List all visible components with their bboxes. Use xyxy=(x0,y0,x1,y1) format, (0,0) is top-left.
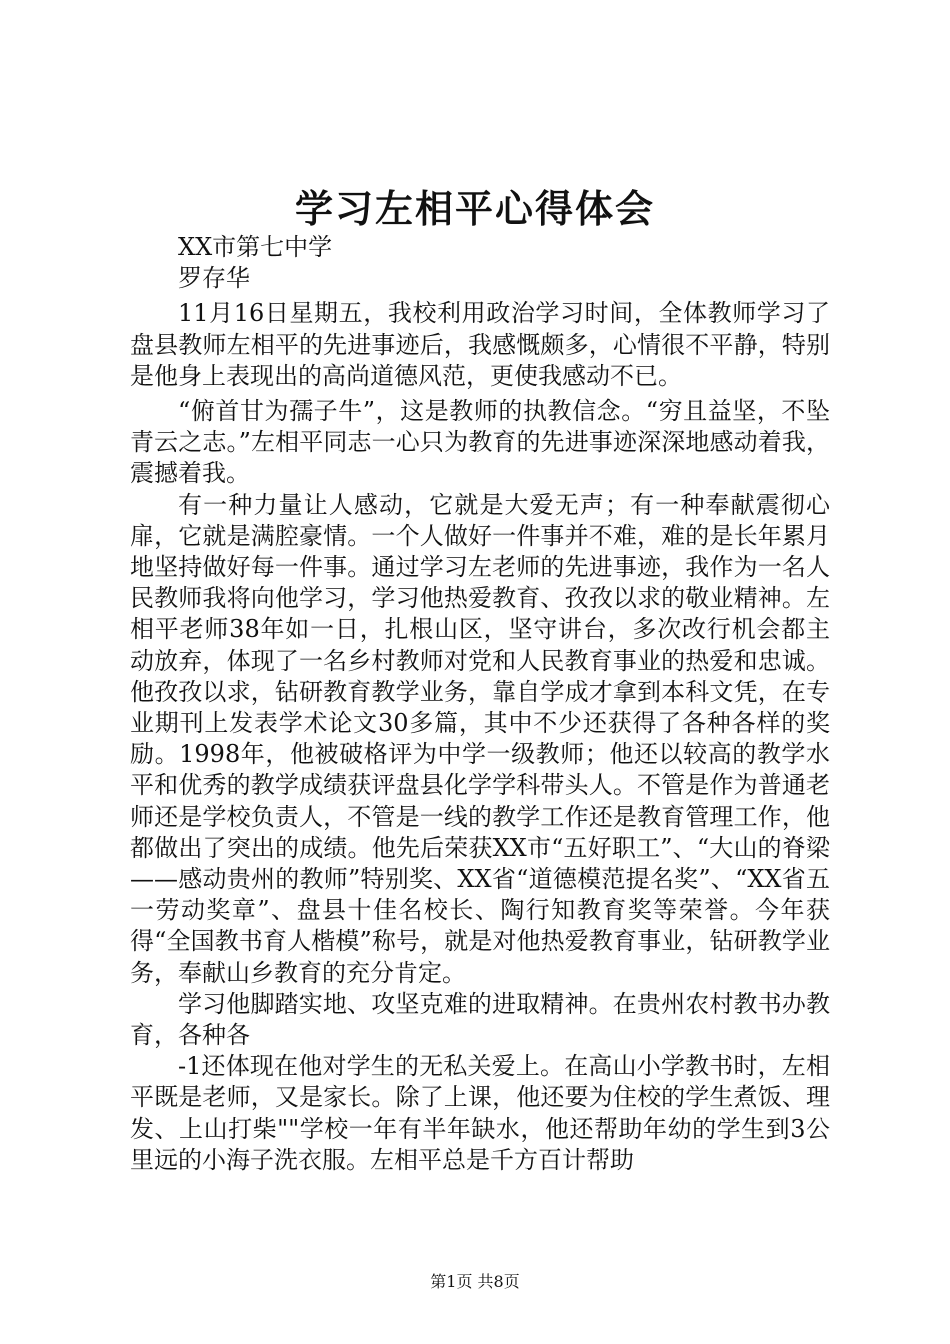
school-line: XX市第七中学 xyxy=(178,233,333,261)
paragraph-5: -1还体现在他对学生的无私关爱上。在高山小学教书时，左相平既是老师，又是家长。除了上课，他还要为住校的学生煮饭、理发、上山打柴""学校一年有半年缺水，他还帮助年幼的学生到3公里远的小海子洗衣服。左相平总是千方百计帮助 xyxy=(130,1052,830,1174)
paragraph-2: “俯首甘为孺子牛”，这是教师的执教信念。“穷且益坚，不坠青云之志。”左相平同志一心只为教育的先进事迹深深地感动着我，震撼着我。 xyxy=(130,397,830,488)
paragraph-4: 学习他脚踏实地、攻坚克难的进取精神。在贵州农村教书办教育，各种各 xyxy=(130,989,830,1050)
author-line: 罗存华 xyxy=(178,264,250,293)
document-body xyxy=(130,232,830,1176)
paragraph-3: 有一种力量让人感动，它就是大爱无声；有一种奉献震彻心扉，它就是满腔豪情。一个人做好一件事并不难，难的是长年累月地坚持做好每一件事。通过学习左老师的先进事迹，我作为一名人民教师我将向他学习，学习他热爱教育、孜孜以求的敬业精神。左相平老师38年如一日，扎根山区，坚守讲台，多次改行机会都主动放弃，体现了一名乡村教师对党和人民教育事业的热爱和忠诚。他孜孜以求，钻研教育教学业务，靠自学成才拿到本科文凭，在专业期刊上发表学术论文30多篇，其中不少还获得了各种各样的奖励。1998年，他被破格评为中学一级教师；他还以较高的教学水平和优秀的教学成绩获评盘县化学学科带头人。不管是作为普通老师还是学校负责人，不管是一线的教学工作还是教育管理工作，他都做出了突出的成绩。他先后荣获XX市“五好职工”、“大山的脊梁——感动贵州的教师”特别奖、XX省“道德模范提名奖”、“XX省五一劳动奖章”、盘县十佳名校长、陶行知教育奖等荣誉。今年获得“全国教书育人楷模”称号，就是对他热爱教育事业，钻研教学业务，奉献山乡教育的充分肯定。 xyxy=(130,490,830,987)
document-title: 学习左相平心得体会 xyxy=(294,186,655,231)
page-footer: 第1页 共8页 xyxy=(430,1272,520,1291)
paragraph-1: 11月16日星期五，我校利用政治学习时间，全体教师学习了盘县教师左相平的先进事迹后，我感慨颇多，心情很不平静，特别是他身上表现出的高尚道德风范，更使我感动不已。 xyxy=(130,299,830,390)
